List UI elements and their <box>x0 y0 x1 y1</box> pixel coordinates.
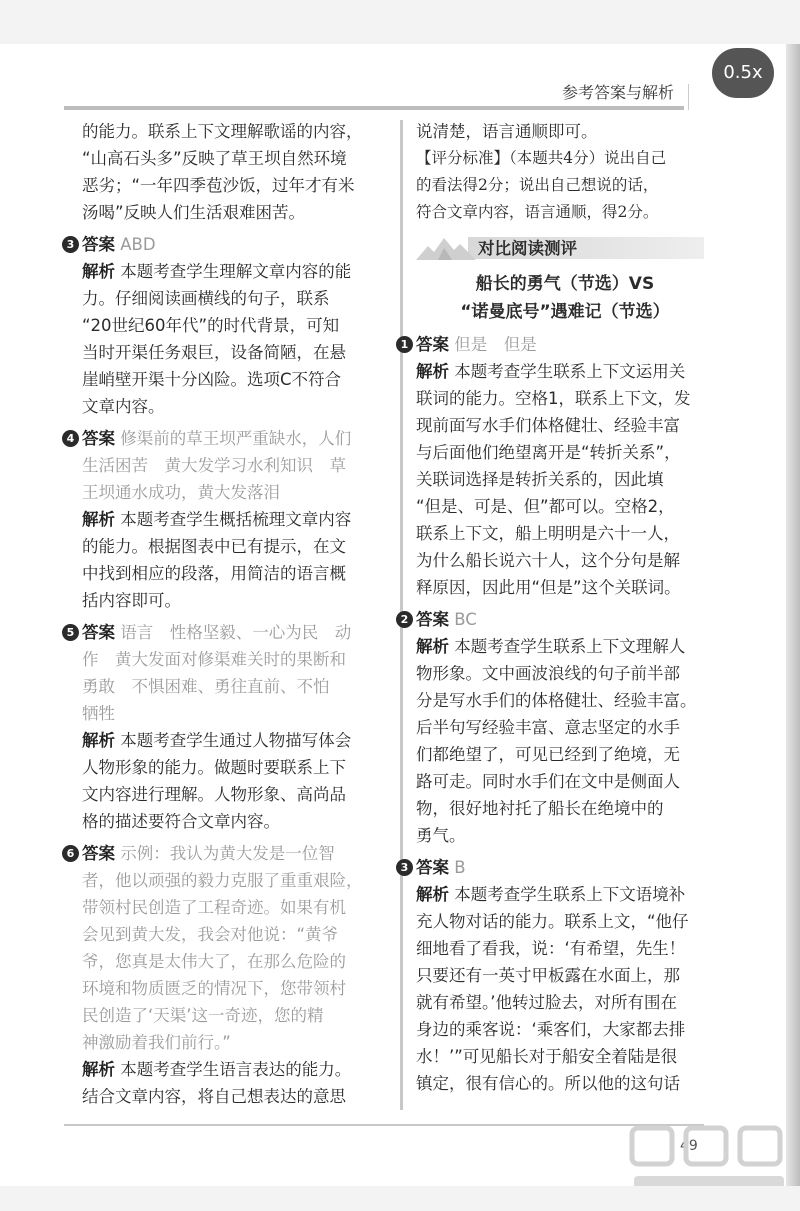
question-number-badge: 3 <box>62 236 79 253</box>
analysis-text: 本题考查学生联系上下文运用关 <box>454 362 686 381</box>
analysis-text: 分是写水手们的体格健壮、经验丰富。 <box>416 691 697 710</box>
answer-text: 勇敢 不惧困难、勇往直前、不怕 <box>82 677 330 696</box>
analysis-text: 中找到相应的段落，用简洁的语言概 <box>82 564 346 583</box>
answer-text: 语言 性格坚毅、一心为民 动 <box>120 623 352 642</box>
answer-line <box>66 840 380 867</box>
analysis-text: 物，很好地衬托了船长在绝境中的 <box>416 799 664 818</box>
answer-text: 示例：我认为黄大发是一位智 <box>120 844 335 863</box>
analysis-text: 释原因，因此用“但是”这个关联词。 <box>416 578 681 597</box>
analysis-text: 本题考查学生语言表达的能力。 <box>120 1060 352 1079</box>
answer-item-r3 <box>400 854 714 1097</box>
analysis-text: 文章内容。 <box>82 397 165 416</box>
scoring-line: 【评分标准】（本题共4分）说出自己 <box>416 149 667 167</box>
analysis-tag: 解析 <box>416 637 449 656</box>
analysis-text: 本题考查学生理解文章内容的能 <box>120 262 352 281</box>
answer-text: 者，他以顽强的毅力克服了重重艰险， <box>82 871 363 890</box>
answer-item-r2 <box>400 606 714 849</box>
analysis-text: 只要还有一英寸甲板露在水面上，那 <box>416 966 680 985</box>
answer-text: 带领村民创造了工程奇迹。如果有机 <box>82 898 346 917</box>
analysis-text: 文内容进行理解。人物形象、高尚品 <box>82 785 346 804</box>
article-title-line: “诺曼底号”遇难记（节选） <box>460 302 670 322</box>
analysis-text: “但是、可是、但”都可以。空格2， <box>416 497 675 516</box>
answer-line <box>66 425 380 452</box>
analysis-text: 路可走。同时水手们在文中是侧面人 <box>416 772 680 791</box>
text-line: “山高石头多”反映了草王坝自然环境 <box>82 149 347 168</box>
answer-text: 会见到黄大发，我会对他说：“黄爷 <box>82 925 339 944</box>
question-number-badge: 1 <box>396 336 413 353</box>
answer-line <box>400 331 714 358</box>
answer-tag: 答案 <box>82 429 115 448</box>
analysis-text: 本题考查学生联系上下文语境补 <box>454 885 686 904</box>
analysis-text: 本题考查学生联系上下文理解人 <box>454 637 686 656</box>
page-header-label: 参考答案与解析 <box>562 83 675 102</box>
viewer-top-bar <box>0 0 800 44</box>
analysis-text: 勇气。 <box>416 826 466 845</box>
analysis-line <box>416 881 714 908</box>
answer-text: 作 黄大发面对修渠难关时的果断和 <box>82 650 346 669</box>
answer-tag: 答案 <box>82 844 115 863</box>
scoring-criteria <box>416 145 714 226</box>
left-intro <box>82 118 380 226</box>
analysis-text: 充人物对话的能力。联系上文，“他仔 <box>416 912 689 931</box>
left-column <box>66 118 380 1110</box>
answer-item-3 <box>66 231 380 420</box>
analysis-text: 水！’”可见船长对于船安全着陆是很 <box>416 1047 678 1066</box>
answer-line <box>66 619 380 646</box>
analysis-text: “20世纪60年代”的时代背景，可知 <box>82 316 340 335</box>
analysis-text: 细地看了看我，说：‘有希望，先生！ <box>416 939 686 958</box>
answer-tag: 答案 <box>82 235 115 254</box>
page-edge-shadow <box>786 44 800 1186</box>
analysis-tag: 解析 <box>82 1060 115 1079</box>
text-line: 的能力。联系上下文理解歌谣的内容， <box>82 122 363 141</box>
analysis-text: 崖峭壁开渠十分凶险。选项C不符合 <box>82 370 342 389</box>
mountain-icon <box>416 232 476 262</box>
analysis-text: 本题考查学生通过人物描写体会 <box>120 731 352 750</box>
analysis-line <box>82 258 380 285</box>
scoring-line: 的看法得2分；说出自己想说的话， <box>416 176 659 194</box>
scoring-line: 符合文章内容，语言通顺，得2分。 <box>416 203 659 221</box>
text-line: 恶劣；“一年四季苞沙饭，过年才有米 <box>82 176 355 195</box>
analysis-text: 镇定，很有信心的。所以他的这句话 <box>416 1074 680 1093</box>
answer-text: 环境和物质匮乏的情况下，您带领村 <box>82 979 346 998</box>
article-title-line: 船长的勇气（节选）VS <box>475 274 655 294</box>
analysis-text: 为什么船长说六十人，这个分句是解 <box>416 551 680 570</box>
question-number-badge: 6 <box>62 845 79 862</box>
text-line: 汤喝”反映人们生活艰难困苦。 <box>82 203 306 222</box>
analysis-text: 力。仔细阅读画横线的句子，联系 <box>82 289 330 308</box>
section-banner <box>416 232 714 266</box>
analysis-text: 物形象。文中画波浪线的句子前半部 <box>416 664 680 683</box>
analysis-text: 联系上下文，船上明明是六十一人， <box>416 524 680 543</box>
answer-item-6 <box>66 840 380 1110</box>
answer-item-4 <box>66 425 380 614</box>
analysis-text: 后半句写经验丰富、意志坚定的水手 <box>416 718 680 737</box>
analysis-text: 就有希望。’他转过脸去，对所有围在 <box>416 993 677 1012</box>
analysis-line <box>82 727 380 754</box>
answer-tag: 答案 <box>416 858 449 877</box>
answer-tag: 答案 <box>416 335 449 354</box>
question-number-badge: 3 <box>396 859 413 876</box>
answer-tag: 答案 <box>416 610 449 629</box>
analysis-tag: 解析 <box>82 510 115 529</box>
analysis-tag: 解析 <box>82 262 115 281</box>
article-title <box>416 270 714 326</box>
analysis-text: 人物形象的能力。做题时要联系上下 <box>82 758 346 777</box>
answer-text: B <box>454 858 466 877</box>
answer-text: 王坝通水成功，黄大发落泪 <box>82 483 280 502</box>
header-corner-mark <box>688 84 713 110</box>
viewer-bottom-bar <box>0 1186 800 1211</box>
analysis-text: 身边的乘客说：‘乘客们，大家都去排 <box>416 1020 686 1039</box>
answer-text: 神激励着我们前行。” <box>82 1033 231 1052</box>
zoom-level-button[interactable]: 0.5x <box>712 48 774 98</box>
analysis-line <box>416 633 714 660</box>
analysis-line <box>416 358 714 385</box>
answer-line <box>400 854 714 881</box>
analysis-tag: 解析 <box>82 731 115 750</box>
right-column <box>400 118 714 1097</box>
answer-text: 爷，您真是太伟大了，在那么危险的 <box>82 952 346 971</box>
answer-item-5 <box>66 619 380 835</box>
answer-tag: 答案 <box>82 623 115 642</box>
answer-text: 牺牲 <box>82 704 115 723</box>
header-rule <box>64 106 684 110</box>
analysis-text: 联词的能力。空格1，联系上下文，发 <box>416 389 691 408</box>
question-number-badge: 2 <box>396 611 413 628</box>
answer-text: 民创造了‘天渠’这一奇迹，您的精 <box>82 1006 324 1025</box>
answer-text: BC <box>454 610 477 629</box>
analysis-text: 结合文章内容，将自己想表达的意思 <box>82 1087 346 1106</box>
analysis-text: 的能力。根据图表中已有提示，在文 <box>82 537 346 556</box>
analysis-tag: 解析 <box>416 885 449 904</box>
page-number: 49 <box>680 1138 698 1154</box>
analysis-text: 本题考查学生概括梳理文章内容 <box>120 510 352 529</box>
analysis-text: 格的描述要符合文章内容。 <box>82 812 280 831</box>
analysis-text: 现前面写水手们体格健壮、经验丰富 <box>416 416 680 435</box>
answer-line <box>400 606 714 633</box>
answer-text: 生活困苦 黄大发学习水利知识 草 <box>82 456 346 475</box>
answer-item-r1 <box>400 331 714 601</box>
analysis-line <box>82 506 380 533</box>
answer-text: 但是 但是 <box>454 335 537 354</box>
answer-text: ABD <box>120 235 156 254</box>
text-line: 说清楚，语言通顺即可。 <box>416 122 598 141</box>
analysis-text: 与后面他们绝望离开是“转折关系”， <box>416 443 681 462</box>
analysis-text: 括内容即可。 <box>82 591 181 610</box>
analysis-tag: 解析 <box>416 362 449 381</box>
question-number-badge: 4 <box>62 430 79 447</box>
analysis-line <box>82 1056 380 1083</box>
analysis-text: 们都绝望了，可见已经到了绝境，无 <box>416 745 680 764</box>
analysis-text: 关联词选择是转折关系的，因此填 <box>416 470 664 489</box>
answer-text: 修渠前的草王坝严重缺水，人们 <box>120 429 352 448</box>
section-title: 对比阅读测评 <box>478 239 577 258</box>
question-number-badge: 5 <box>62 624 79 641</box>
answer-line <box>66 231 380 258</box>
footer-rule <box>64 1124 704 1126</box>
analysis-text: 当时开渠任务艰巨，设备简陋，在悬 <box>82 343 346 362</box>
